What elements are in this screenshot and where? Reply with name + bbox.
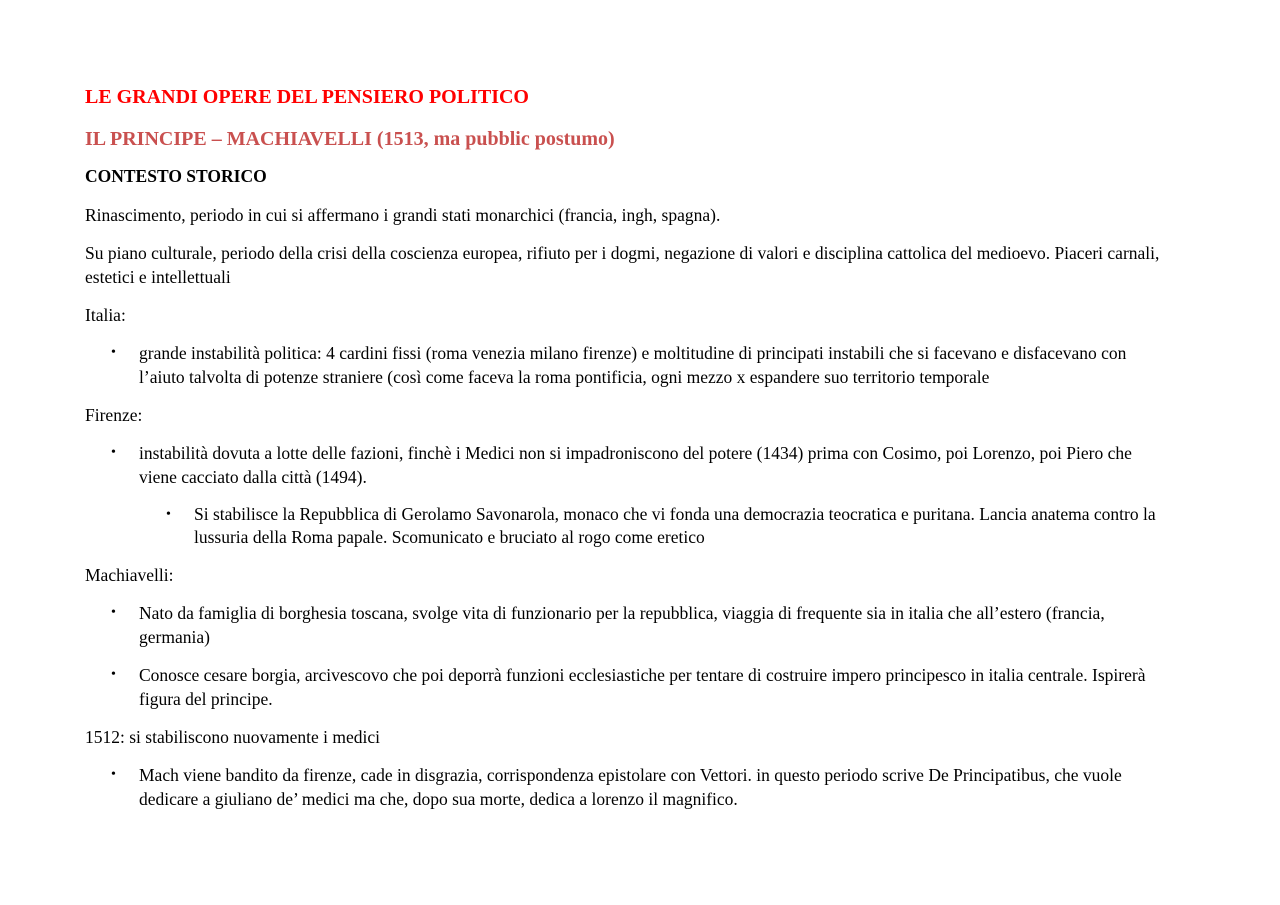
list-item-text: grande instabilità politica: 4 cardini fissi (roma venezia milano firenze) e moltitudine di principati instabili che si facevano e disfacevano con l’aiuto talvolta di potenze straniere (così come faceva la roma pontificia, ogni mezzo x espandere suo territorio temporale [139,343,1127,387]
bullet-icon: • [111,605,116,620]
bullet-icon: • [111,767,116,782]
list-item-borgia [85,663,1170,711]
bullet-icon: • [111,445,116,460]
list-item-bandito [85,763,1170,811]
list-item-text: Si stabilisce la Repubblica di Gerolamo Savonarola, monaco che vi fonda una democrazia teocratica e puritana. Lancia anatema contro la lussuria della Roma papale. Scomunicato e bruciato al rogo come eretico [194,504,1156,547]
sub-list-item-savonarola [85,503,1170,549]
section-heading: CONTESTO STORICO [85,166,267,186]
label-firenze: Firenze: [85,405,143,425]
label-italia: Italia: [85,305,126,325]
document-subtitle: IL PRINCIPE – MACHIAVELLI (1513, ma pubblic postumo) [85,128,615,150]
list-item-text: Nato da famiglia di borghesia toscana, svolge vita di funzionario per la repubblica, viaggia di frequente sia in italia che all’estero (francia, germania) [139,603,1105,647]
list-item-nato [85,601,1170,649]
document-title: LE GRANDI OPERE DEL PENSIERO POLITICO [85,86,529,108]
list-item-text: instabilità dovuta a lotte delle fazioni, finchè i Medici non si impadroniscono del potere (1434) prima con Cosimo, poi Lorenzo, poi Piero che viene cacciato dalla città (1494). [139,443,1132,487]
list-item-italia [85,341,1170,389]
list-item-firenze [85,441,1170,489]
bullet-icon: • [166,507,171,522]
list-item-text: Conosce cesare borgia, arcivescovo che poi deporrà funzioni ecclesiastiche per tentare di costruire impero principesco in italia centrale. Ispirerà figura del principe. [139,665,1146,709]
list-item-text: Mach viene bandito da firenze, cade in disgrazia, corrispondenza epistolare con Vettori. in questo periodo scrive De Principatibus, che vuole dedicare a giuliano de’ medici ma che, dopo sua morte, dedica a lorenzo il magnifico. [139,765,1122,809]
bullet-icon: • [111,667,116,682]
bullet-icon: • [111,345,116,360]
document-page [85,84,1170,825]
paragraph-piano-culturale: Su piano culturale, periodo della crisi della coscienza europea, rifiuto per i dogmi, negazione di valori e disciplina cattolica del medioevo. Piaceri carnali, estetici e intellettuali [85,243,1160,287]
paragraph-rinascimento: Rinascimento, periodo in cui si affermano i grandi stati monarchici (francia, ingh, spagna). [85,205,721,225]
label-machiavelli: Machiavelli: [85,565,174,585]
label-1512: 1512: si stabiliscono nuovamente i medici [85,727,381,747]
